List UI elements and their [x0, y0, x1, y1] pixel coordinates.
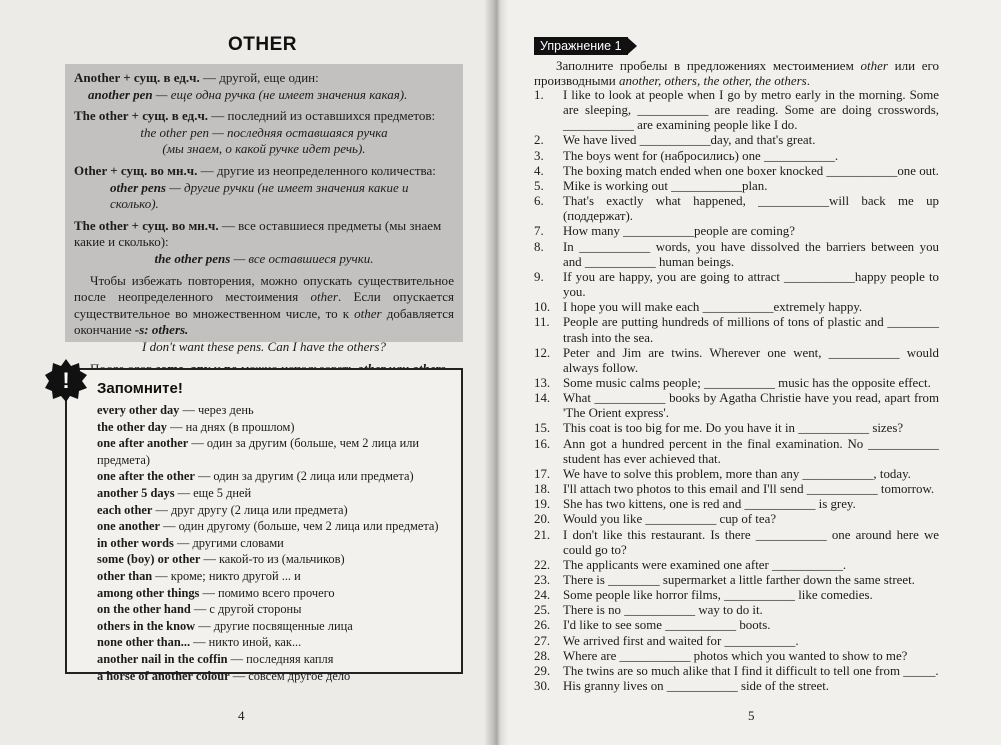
task-text: We arrived first and waited for ___________. — [563, 633, 799, 648]
phrase-meaning: — с другой стороны — [190, 602, 302, 617]
phrase-term: one another — [97, 519, 160, 534]
phrase-item — [97, 551, 455, 568]
phrase-meaning: — друг другу (2 лица или предмета) — [152, 502, 348, 517]
task-number: 11. — [534, 315, 550, 330]
exercise-instruction: Заполните пробелы в предложениях местоимением other или его производными another, others, the other, the others. — [534, 58, 939, 89]
phrase-item — [97, 568, 455, 585]
task-text: The applicants were examined one after ___________. — [563, 557, 847, 572]
task-item — [534, 634, 939, 649]
task-text: In ___________ words, you have dissolved the barriers between you and ___________ human beings. — [563, 239, 939, 269]
page-number-right: 5 — [748, 708, 755, 723]
phrase-item — [97, 601, 455, 618]
task-text: Mike is working out ___________plan. — [563, 178, 768, 193]
task-item — [534, 588, 939, 603]
exercise-label-text: Упражнение 1 — [534, 37, 628, 55]
rule-omission-example: I don't want these pens. Can I have the others? — [142, 338, 386, 354]
task-number: 29. — [534, 663, 551, 678]
phrase-term: every other day — [97, 403, 180, 417]
task-number: 25. — [534, 603, 551, 618]
task-item — [534, 88, 939, 133]
topic-title: OTHER — [228, 34, 297, 55]
task-item — [534, 315, 939, 345]
task-item — [534, 270, 939, 300]
task-item — [534, 467, 939, 482]
task-item — [534, 618, 939, 633]
rule-another: Another + сущ. в ед.ч. — другой, еще один: — [74, 70, 319, 85]
task-list — [534, 88, 939, 694]
task-text: Some people like horror films, ___________ like comedies. — [563, 588, 873, 603]
phrase-term: none other than... — [97, 635, 191, 650]
phrase-term: another nail in the coffin — [97, 651, 228, 666]
rule-other-plural-example: other pens — другие ручки (не имеет значения какие и сколько). — [110, 179, 409, 212]
task-number: 18. — [534, 482, 551, 497]
task-number: 5. — [534, 178, 544, 193]
phrase-item — [97, 435, 455, 468]
arrow-right-icon — [628, 38, 637, 54]
task-text: The boys went for (набросились) one ___________. — [563, 148, 839, 163]
phrase-term: some (boy) or other — [97, 552, 201, 567]
phrase-item — [97, 618, 455, 635]
phrase-item — [97, 634, 455, 651]
task-number: 10. — [534, 300, 551, 315]
task-text: I don't like this restaurant. Is there ___________ one around here we could go to? — [563, 527, 939, 557]
task-number: 22. — [534, 557, 551, 572]
rule-the-other-plural-example: the other pens — все оставшиеся ручки. — [154, 250, 374, 266]
task-text: If you are happy, you are going to attract ___________happy people to you. — [563, 269, 939, 300]
phrase-meaning: — никто иной, как... — [190, 635, 302, 650]
task-item — [534, 664, 939, 679]
phrase-item — [97, 502, 455, 519]
phrase-meaning: — еще 5 дней — [174, 485, 252, 500]
phrase-term: one after another — [97, 436, 189, 451]
task-item — [534, 194, 939, 224]
phrase-item — [97, 402, 455, 419]
task-text: His granny lives on ___________ side of the street. — [563, 679, 830, 694]
task-number: 13. — [534, 375, 551, 390]
phrase-meaning: — один за другим (больше, чем 2 лица или предмета) — [97, 436, 420, 467]
phrase-term: one after the other — [97, 469, 195, 484]
task-text: I'd like to see some ___________ boots. — [563, 618, 771, 633]
task-text: I'll attach two photos to this email and I'll send ___________ tomorrow. — [563, 482, 935, 497]
phrase-meaning: — какой-то из (мальчиков) — [200, 552, 345, 567]
task-text: We have to solve this problem, more than any ___________, today. — [563, 466, 911, 481]
task-number: 14. — [534, 391, 551, 406]
task-number: 23. — [534, 573, 551, 587]
task-number: 20. — [534, 512, 551, 527]
rule-the-other-singular-example-1: the other pen — последняя оставшаяся ручка — [140, 124, 388, 140]
task-text: Some music calms people; ___________ music has the opposite effect. — [563, 375, 931, 390]
task-number: 9. — [534, 269, 544, 284]
phrase-meaning: — другими словами — [173, 535, 284, 550]
phrase-list — [97, 402, 455, 684]
task-number: 27. — [534, 633, 551, 648]
exclamation-badge-icon — [44, 358, 88, 402]
phrase-meaning: — один другому (больше, чем 2 лица или предмета) — [159, 519, 439, 534]
phrase-meaning: — через день — [179, 403, 254, 417]
phrase-meaning: — помимо всего прочего — [199, 585, 335, 600]
task-text: Peter and Jim are twins. Wherever one went, ___________ would always follow. — [563, 345, 939, 375]
phrase-item — [97, 668, 455, 685]
task-number: 3. — [534, 148, 544, 163]
phrase-item — [97, 485, 455, 502]
task-text: This coat is too big for me. Do you have it in ___________ sizes? — [563, 421, 904, 436]
task-number: 19. — [534, 497, 551, 512]
task-item — [534, 149, 939, 164]
task-text: The boxing match ended when one boxer knocked ___________one out. — [563, 163, 939, 178]
task-item — [534, 603, 939, 618]
task-text: Would you like ___________ cup of tea? — [563, 512, 777, 527]
phrase-meaning: — другие посвященные лица — [195, 618, 353, 633]
task-item — [534, 391, 939, 421]
phrase-item — [97, 585, 455, 602]
task-item — [534, 573, 939, 588]
phrase-meaning: — на днях (в прошлом) — [166, 419, 295, 434]
task-item — [534, 679, 939, 694]
phrase-item — [97, 535, 455, 552]
task-item — [534, 512, 939, 527]
phrase-item — [97, 651, 455, 668]
left-page — [0, 0, 496, 745]
task-number: 12. — [534, 345, 551, 360]
task-item — [534, 240, 939, 270]
phrase-meaning: — кроме; никто другой ... и — [152, 568, 301, 583]
task-item — [534, 437, 939, 467]
rule-the-other-singular: The other + сущ. в ед.ч. — последний из оставшихся предметов: — [74, 108, 436, 124]
task-item — [534, 346, 939, 376]
phrase-term: in other words — [97, 535, 174, 550]
task-text: People are putting hundreds of millions of tons of plastic and ________ trash into the sea. — [563, 315, 939, 345]
task-text: Where are ___________ photos which you wanted to show to me? — [563, 648, 908, 663]
task-text: The twins are so much alike that I find it difficult to tell one from _____. — [563, 663, 939, 678]
task-text: She has two kittens, one is red and ___________ is grey. — [563, 497, 856, 512]
task-number: 16. — [534, 436, 551, 451]
task-item — [534, 224, 939, 239]
task-item — [534, 482, 939, 497]
rule-omission-paragraph: Чтобы избежать повторения, можно опускать существительное после неопределенного местоимения other. Если опускается существительное во множественном числе, то к other добавляется окончание -s: others. — [74, 272, 454, 338]
task-text: There is ________ supermarket a little farther down the same street. — [563, 573, 915, 587]
exercise-label — [534, 37, 637, 55]
task-text: Ann got a hundred percent in the final examination. No ___________ student has ever achieved that. — [563, 436, 939, 466]
phrase-term: a horse of another colour — [97, 668, 230, 683]
task-number: 17. — [534, 466, 551, 481]
task-number: 6. — [534, 194, 544, 209]
task-number: 2. — [534, 133, 544, 148]
phrase-term: each other — [97, 502, 153, 517]
phrase-meaning: — один за другим (2 лица или предмета) — [194, 469, 414, 484]
phrase-term: another 5 days — [97, 485, 175, 500]
phrase-item — [97, 468, 455, 485]
badge-symbol: ! — [62, 368, 70, 393]
task-number: 21. — [534, 527, 551, 542]
task-item — [534, 133, 939, 148]
task-text: I hope you will make each ___________extremely happy. — [563, 300, 863, 315]
phrase-term: other than — [97, 568, 153, 583]
task-item — [534, 649, 939, 664]
phrase-meaning: — последняя капля — [227, 651, 334, 666]
rule-box — [65, 64, 463, 354]
task-item — [534, 300, 939, 315]
task-item — [534, 421, 939, 436]
phrase-item — [97, 419, 455, 436]
task-number: 4. — [534, 163, 544, 178]
task-item — [534, 528, 939, 558]
rule-other-plural: Other + сущ. во мн.ч. — другие из неопределенного количества: — [74, 162, 436, 178]
task-number: 1. — [534, 88, 544, 102]
phrase-term: others in the know — [97, 618, 196, 633]
phrase-item — [97, 518, 455, 535]
task-text: That's exactly what happened, ___________will back me up (поддержат). — [563, 194, 939, 224]
phrase-term: the other day — [97, 419, 167, 434]
task-number: 24. — [534, 588, 551, 603]
task-item — [534, 558, 939, 573]
task-number: 8. — [534, 239, 544, 254]
rule-the-other-plural: The other + сущ. во мн.ч. — все оставшиеся предметы (мы знаем какие и сколько): — [74, 217, 442, 250]
task-text: What ___________ books by Agatha Christie have you read, apart from 'The Orient express'. — [563, 391, 939, 421]
phrase-term: on the other hand — [97, 602, 191, 617]
task-text: I like to look at people when I go by metro early in the morning. Some are sleeping, ___________ are reading. Some are doing crosswords, ___________ are examining people like I do. — [563, 88, 939, 133]
task-number: 7. — [534, 224, 544, 239]
task-text: We have lived ___________day, and that's great. — [563, 133, 816, 148]
rule-another-example: another pen — еще одна ручка (не имеет значения какая). — [88, 86, 408, 102]
task-item — [534, 376, 939, 391]
task-item — [534, 164, 939, 179]
task-number: 28. — [534, 648, 551, 663]
phrase-term: among other things — [97, 585, 200, 600]
task-text: There is no ___________ way to do it. — [563, 603, 763, 618]
task-number: 30. — [534, 679, 551, 694]
phrase-meaning: — совсем другое дело — [229, 668, 351, 683]
task-text: How many ___________people are coming? — [563, 224, 795, 239]
page-number-left: 4 — [238, 708, 245, 723]
task-number: 26. — [534, 618, 551, 633]
rule-the-other-singular-example-2: (мы знаем, о какой ручке идет речь). — [162, 141, 366, 157]
task-number: 15. — [534, 421, 551, 436]
task-item — [534, 179, 939, 194]
remember-title: Запомните! — [97, 380, 183, 397]
task-item — [534, 497, 939, 512]
